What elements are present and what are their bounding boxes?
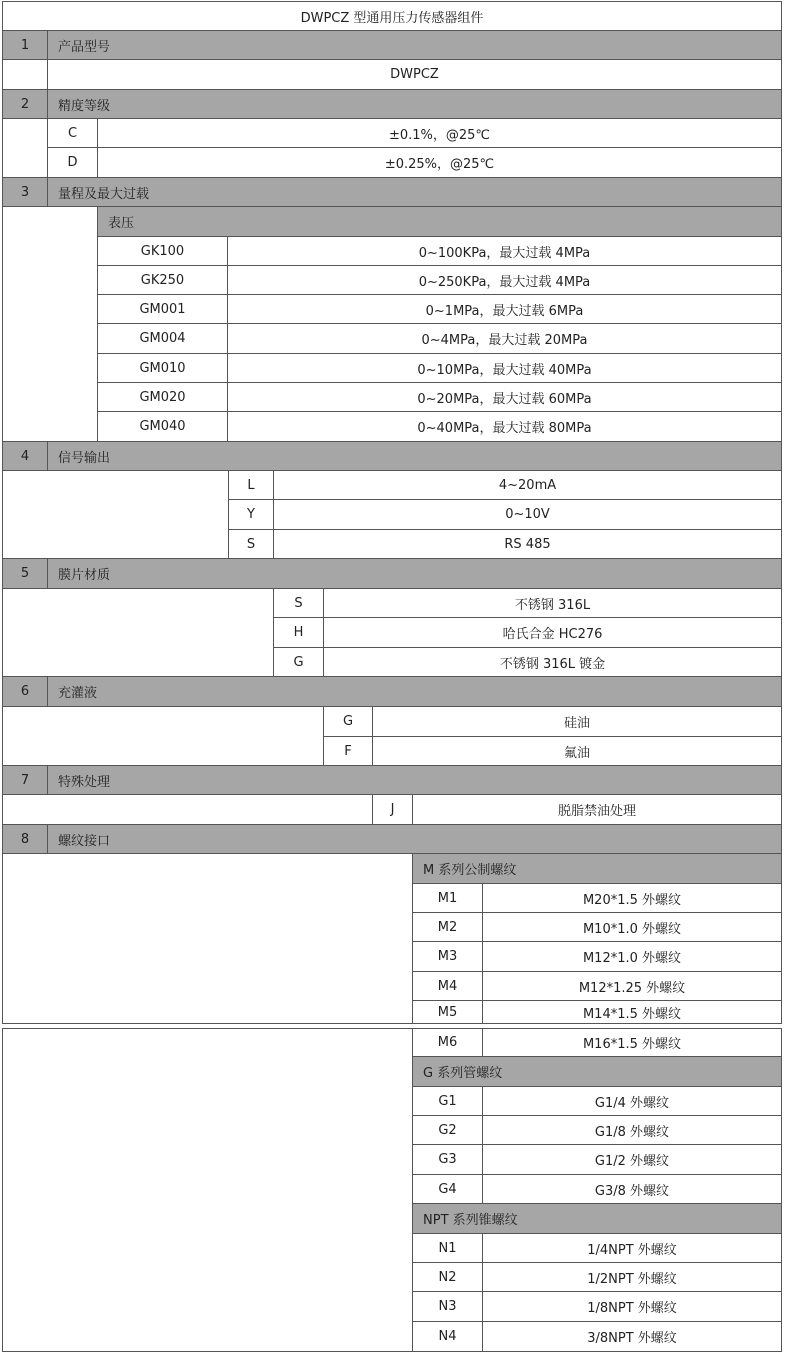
output-desc: RS 485: [273, 529, 782, 559]
thread-desc: M14*1.5 外螺纹: [482, 1000, 782, 1024]
accuracy-desc: ±0.1%，@25℃: [97, 118, 782, 148]
section-3-spacer: [2, 206, 98, 442]
section-2-number: 2: [2, 89, 48, 119]
fill-fluid-code: F: [323, 736, 373, 766]
range-desc: 0~1MPa，最大过载 6MPa: [227, 294, 782, 324]
thread-code: G1: [412, 1086, 483, 1116]
section-4-spacer: [2, 470, 229, 559]
thread-desc: G1/8 外螺纹: [482, 1115, 782, 1145]
thread-code: M6: [412, 1028, 483, 1057]
thread-desc: M12*1.0 外螺纹: [482, 941, 782, 972]
output-desc: 4~20mA: [273, 470, 782, 500]
range-code: GK100: [97, 236, 228, 266]
thread-group-label: M 系列公制螺纹: [412, 853, 782, 884]
thread-code: N3: [412, 1291, 483, 1322]
section-6-label: 充灌液: [47, 676, 782, 707]
thread-desc: M10*1.0 外螺纹: [482, 912, 782, 942]
section-7-spacer: [2, 794, 373, 825]
section-6-number: 6: [2, 676, 48, 707]
output-code: S: [228, 529, 274, 559]
range-code: GM010: [97, 353, 228, 383]
section-4-number: 4: [2, 441, 48, 471]
thread-code: M5: [412, 1000, 483, 1024]
section-5-number: 5: [2, 558, 48, 589]
thread-desc: M12*1.25 外螺纹: [482, 971, 782, 1001]
diaphragm-desc: 不锈钢 316L 镀金: [323, 647, 782, 677]
section-5-spacer: [2, 588, 274, 677]
section-6-spacer: [2, 706, 324, 766]
thread-desc: G1/2 外螺纹: [482, 1144, 782, 1175]
section-1-label: 产品型号: [47, 30, 782, 60]
thread-code: N1: [412, 1233, 483, 1263]
accuracy-desc: ±0.25%，@25℃: [97, 147, 782, 178]
thread-desc: M16*1.5 外螺纹: [482, 1028, 782, 1057]
range-code: GK250: [97, 265, 228, 295]
output-code: L: [228, 470, 274, 500]
thread-code: N4: [412, 1321, 483, 1352]
range-code: GM004: [97, 323, 228, 354]
section-4-label: 信号输出: [47, 441, 782, 471]
thread-code: M4: [412, 971, 483, 1001]
thread-desc: M20*1.5 外螺纹: [482, 883, 782, 913]
range-desc: 0~10MPa，最大过载 40MPa: [227, 353, 782, 383]
thread-desc: G1/4 外螺纹: [482, 1086, 782, 1116]
section-8-spacer: [2, 1028, 413, 1352]
range-desc: 0~20MPa，最大过载 60MPa: [227, 382, 782, 412]
diaphragm-desc: 不锈钢 316L: [323, 588, 782, 618]
range-desc: 0~250KPa，最大过载 4MPa: [227, 265, 782, 295]
fill-fluid-desc: 氟油: [372, 736, 782, 766]
thread-desc: 1/8NPT 外螺纹: [482, 1291, 782, 1322]
range-desc: 0~40MPa，最大过载 80MPa: [227, 411, 782, 442]
diaphragm-desc: 哈氏合金 HC276: [323, 617, 782, 648]
thread-code: N2: [412, 1262, 483, 1292]
thread-code: G3: [412, 1144, 483, 1175]
range-desc: 0~4MPa，最大过载 20MPa: [227, 323, 782, 354]
thread-desc: G3/8 外螺纹: [482, 1174, 782, 1204]
treatment-desc: 脱脂禁油处理: [412, 794, 782, 825]
output-desc: 0~10V: [273, 499, 782, 530]
thread-code: M2: [412, 912, 483, 942]
section-7-number: 7: [2, 765, 48, 795]
thread-desc: 1/2NPT 外螺纹: [482, 1262, 782, 1292]
table-title: DWPCZ 型通用压力传感器组件: [2, 1, 782, 31]
section-8-spacer: [2, 853, 413, 1024]
section-1-number: 1: [2, 30, 48, 60]
section-5-label: 膜片材质: [47, 558, 782, 589]
diaphragm-code: H: [273, 617, 324, 648]
fill-fluid-desc: 硅油: [372, 706, 782, 737]
range-code: GM020: [97, 382, 228, 412]
section-3-number: 3: [2, 177, 48, 207]
section-1-spacer: [2, 59, 48, 90]
thread-code: G2: [412, 1115, 483, 1145]
section-7-label: 特殊处理: [47, 765, 782, 795]
section-2-label: 精度等级: [47, 89, 782, 119]
section-8-number: 8: [2, 824, 48, 854]
thread-code: M1: [412, 883, 483, 913]
diaphragm-code: G: [273, 647, 324, 677]
model-value: DWPCZ: [47, 59, 782, 90]
section-8-label: 螺纹接口: [47, 824, 782, 854]
treatment-code: J: [372, 794, 413, 825]
range-desc: 0~100KPa，最大过载 4MPa: [227, 236, 782, 266]
thread-desc: 3/8NPT 外螺纹: [482, 1321, 782, 1352]
accuracy-code: D: [47, 147, 98, 178]
thread-code: G4: [412, 1174, 483, 1204]
range-group-label: 表压: [97, 206, 782, 237]
fill-fluid-code: G: [323, 706, 373, 737]
section-2-spacer: [2, 118, 48, 178]
accuracy-code: C: [47, 118, 98, 148]
range-code: GM040: [97, 411, 228, 442]
thread-desc: 1/4NPT 外螺纹: [482, 1233, 782, 1263]
thread-code: M3: [412, 941, 483, 972]
diaphragm-code: S: [273, 588, 324, 618]
thread-group-label: G 系列管螺纹: [412, 1056, 782, 1087]
thread-group-label: NPT 系列锥螺纹: [412, 1203, 782, 1234]
section-3-label: 量程及最大过载: [47, 177, 782, 207]
output-code: Y: [228, 499, 274, 530]
range-code: GM001: [97, 294, 228, 324]
